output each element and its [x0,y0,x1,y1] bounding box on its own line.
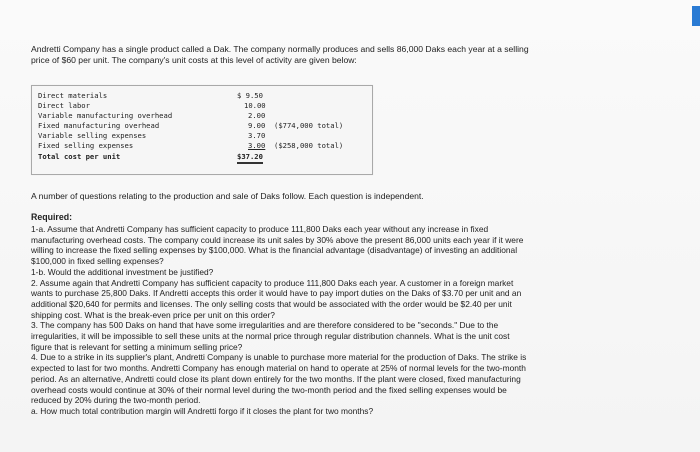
required-heading: Required: [31,212,73,222]
question-line: period. As an alternative, Andretti could close its plant down entirely for the two months. If the plant were closed, fixed manufacturing [31,373,521,384]
cost-label: Fixed manufacturing overhead [38,121,160,130]
cost-row-direct-labor [38,101,368,111]
question-line: wants to purchase 25,800 Daks. If Andretti accepts this order it would have to pay import duties on the Daks of $3.70 per unit and an [31,288,522,299]
problem-intro [31,44,671,66]
cost-row-fixed-mfg-overhead [38,121,368,131]
intro-line: Andretti Company has a single product called a Dak. The company normally produces and sells 86,000 Daks each year at a selling [31,44,529,54]
question-line: 2. Assume again that Andretti Company has sufficient capacity to produce 111,800 Daks each year. A customer in a foreign market [31,277,514,288]
blue-corner-marker [692,6,700,26]
cost-label: Variable manufacturing overhead [38,111,173,120]
question-line: manufacturing overhead costs. The company could increase its unit sales by 30% above the present 86,000 units each year if it were [31,234,524,245]
question-line: 1-a. Assume that Andretti Company has sufficient capacity to produce 111,800 Daks each year without any increase in fixed [31,224,489,234]
question-line: 3. The company has 500 Daks on hand that have some irregularities and are therefore considered to be "seconds." Due to the [31,320,499,331]
cost-note: ($774,000 total) [274,121,344,130]
cost-label: Total cost per unit [38,152,121,161]
intro-line: price of $60 per unit. The company's unit costs at this level of activity are given below: [31,55,357,65]
cost-label: Variable selling expenses [38,131,147,140]
cost-row-direct-materials [38,91,368,101]
cost-row-total [38,152,368,162]
question-line: overhead costs would continue at 30% of their normal level during the two-month period and the fixed selling expenses would be [31,384,507,395]
cost-amount: $37.20 [237,152,263,164]
question-line: 4. Due to a strike in its supplier's plant, Andretti Company is unable to purchase more material for the production of Daks. The strike is [31,352,527,363]
cost-amount: 10.00 [244,101,266,110]
question-line: willing to increase the fixed selling expenses by $100,000. What is the financial advantage (disadvantage) of investing an additional [31,245,518,256]
question-line: figure that is relevant for setting a minimum selling price? [31,341,243,352]
cost-amount: $ 9.50 [237,91,263,100]
cost-row-variable-mfg-overhead [38,111,368,121]
cost-note: ($258,000 total) [274,141,344,150]
question-line: reduced by 20% during the two-month period. [31,395,201,406]
question-line: 1-b. Would the additional investment be justified? [31,266,214,277]
question-line: additional $20,640 for permits and licenses. The only selling costs that would be associated with the order would be $2.40 per unit [31,298,512,309]
question-line: expected to last for two months. Andretti Company has enough material on hand to operate at 25% of normal levels for the two-month [31,363,526,374]
question-line: $100,000 in fixed selling expenses? [31,256,164,267]
cost-label: Fixed selling expenses [38,141,134,150]
cost-label: Direct labor [38,101,90,110]
question-line: irregularities, it will be impossible to sell these units at the normal price through regular distribution channels. What is the unit cost [31,331,510,342]
question-line: a. How much total contribution margin will Andretti forgo if it closes the plant for two months? [31,405,374,416]
cost-row-variable-selling [38,131,368,141]
cost-amount: 2.00 [248,111,266,120]
cost-amount: 3.00 [248,141,266,150]
question-line: shipping cost. What is the break-even price per unit on this order? [31,309,275,320]
cost-amount: 3.70 [248,131,266,140]
unit-cost-table [31,85,373,175]
cost-label: Direct materials [38,91,108,100]
questions-statement: A number of questions relating to the production and sale of Daks follow. Each question is independent. [31,191,424,201]
required-questions [31,224,665,417]
cost-row-fixed-selling [38,141,368,151]
cost-amount: 9.00 [248,121,266,130]
